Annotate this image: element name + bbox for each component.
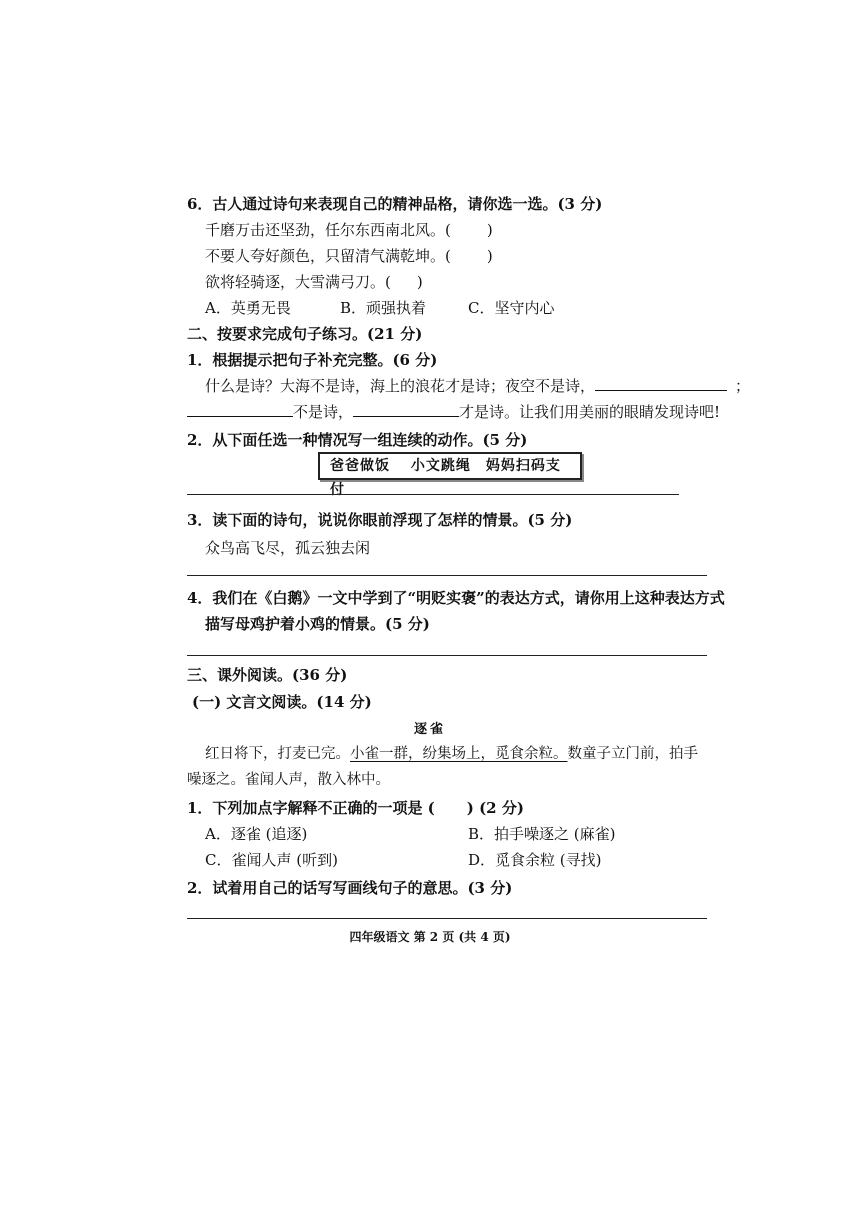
passage-line2: 噪逐之。雀闻人声，散入林中。	[187, 772, 390, 788]
section2-heading: 二、按要求完成句子练习。(21 分)	[187, 325, 423, 343]
passage-line1: 红日将下，打麦已完。小雀一群，纷集场上，觅食余粒。数童子立门前，拍手	[205, 746, 698, 762]
s2-q1-line2: 不是诗， 才是诗。让我们用美丽的眼睛发现诗吧!	[187, 402, 720, 422]
q6-prompt: 6．古人通过诗句来表现自己的精神品格，请你选一选。(3 分)	[187, 195, 603, 213]
q6-option-b[interactable]: B．顽强执着	[340, 299, 427, 317]
q6-line3: 欲将轻骑逐，大雪满弓刀。( )	[205, 273, 423, 291]
s3-sub1-heading: (一) 文言文阅读。(14 分)	[192, 693, 372, 711]
choice-scroll-box: 爸爸做饭 小文跳绳 妈妈扫码支付	[318, 452, 582, 480]
s2-q3-prompt: 3．读下面的诗句，说说你眼前浮现了怎样的情景。(5 分)	[187, 511, 573, 529]
s3-q1-option-b[interactable]: B．拍手噪逐之 (麻雀)	[468, 825, 616, 843]
s2-q1-prompt: 1．根据提示把句子补充完整。(6 分)	[187, 351, 438, 369]
s3-q1-option-c[interactable]: C．雀闻人声 (听到)	[205, 851, 338, 869]
s3-q1-option-d[interactable]: D．觅食余粒 (寻找)	[468, 851, 602, 869]
passage-underlined-sentence: 小雀一群，纷集场上，觅食余粒。	[350, 746, 568, 762]
s2-q2-prompt: 2．从下面任选一种情况写一组连续的动作。(5 分)	[187, 431, 528, 449]
answer-line-s3-q2[interactable]	[187, 918, 707, 919]
section3-heading: 三、课外阅读。(36 分)	[187, 666, 348, 684]
q6-line2: 不要人夸好颜色，只留清气满乾坤。( )	[205, 247, 493, 265]
q6-option-c[interactable]: C．坚守内心	[468, 299, 555, 317]
s2-q4-prompt: 4．我们在《白鹅》一文中学到了“明贬实褒”的表达方式，请你用上这种表达方式	[187, 589, 725, 607]
answer-line-q4[interactable]	[187, 655, 707, 656]
q6-line1-text: 千磨万击还坚劲，任尔东西南北风。(	[205, 221, 451, 239]
s2-q1-line1: 什么是诗？大海不是诗，海上的浪花才是诗；夜空不是诗， ；	[205, 377, 751, 395]
answer-line-q3[interactable]	[187, 575, 707, 576]
answer-blank-2[interactable]	[187, 402, 293, 417]
q6-option-a[interactable]: A．英勇无畏	[205, 299, 291, 317]
page-footer: 四年级语文 第 2 页 (共 4 页)	[349, 930, 511, 944]
s3-q1-prompt: 1．下列加点字解释不正确的一项是 ( ) (2 分)	[187, 799, 524, 817]
q6-line2-text: 不要人夸好颜色，只留清气满乾坤。(	[205, 247, 451, 265]
answer-blank-3[interactable]	[353, 402, 459, 417]
s2-q4-prompt2: 描写母鸡护着小鸡的情景。(5 分)	[205, 615, 430, 633]
answer-blank-1[interactable]	[595, 376, 727, 391]
passage-title: 逐雀	[413, 722, 446, 737]
s3-q1-option-a[interactable]: A．逐雀 (追逐)	[205, 825, 308, 843]
answer-line-q2[interactable]	[187, 494, 679, 495]
q6-line3-text: 欲将轻骑逐，大雪满弓刀。(	[205, 273, 391, 291]
s2-q3-poem: 众鸟高飞尽，孤云独去闲	[205, 539, 371, 557]
s3-q2-prompt: 2．试着用自己的话写写画线句子的意思。(3 分)	[187, 879, 513, 897]
q6-line1: 千磨万击还坚劲，任尔东西南北风。( )	[205, 221, 493, 239]
